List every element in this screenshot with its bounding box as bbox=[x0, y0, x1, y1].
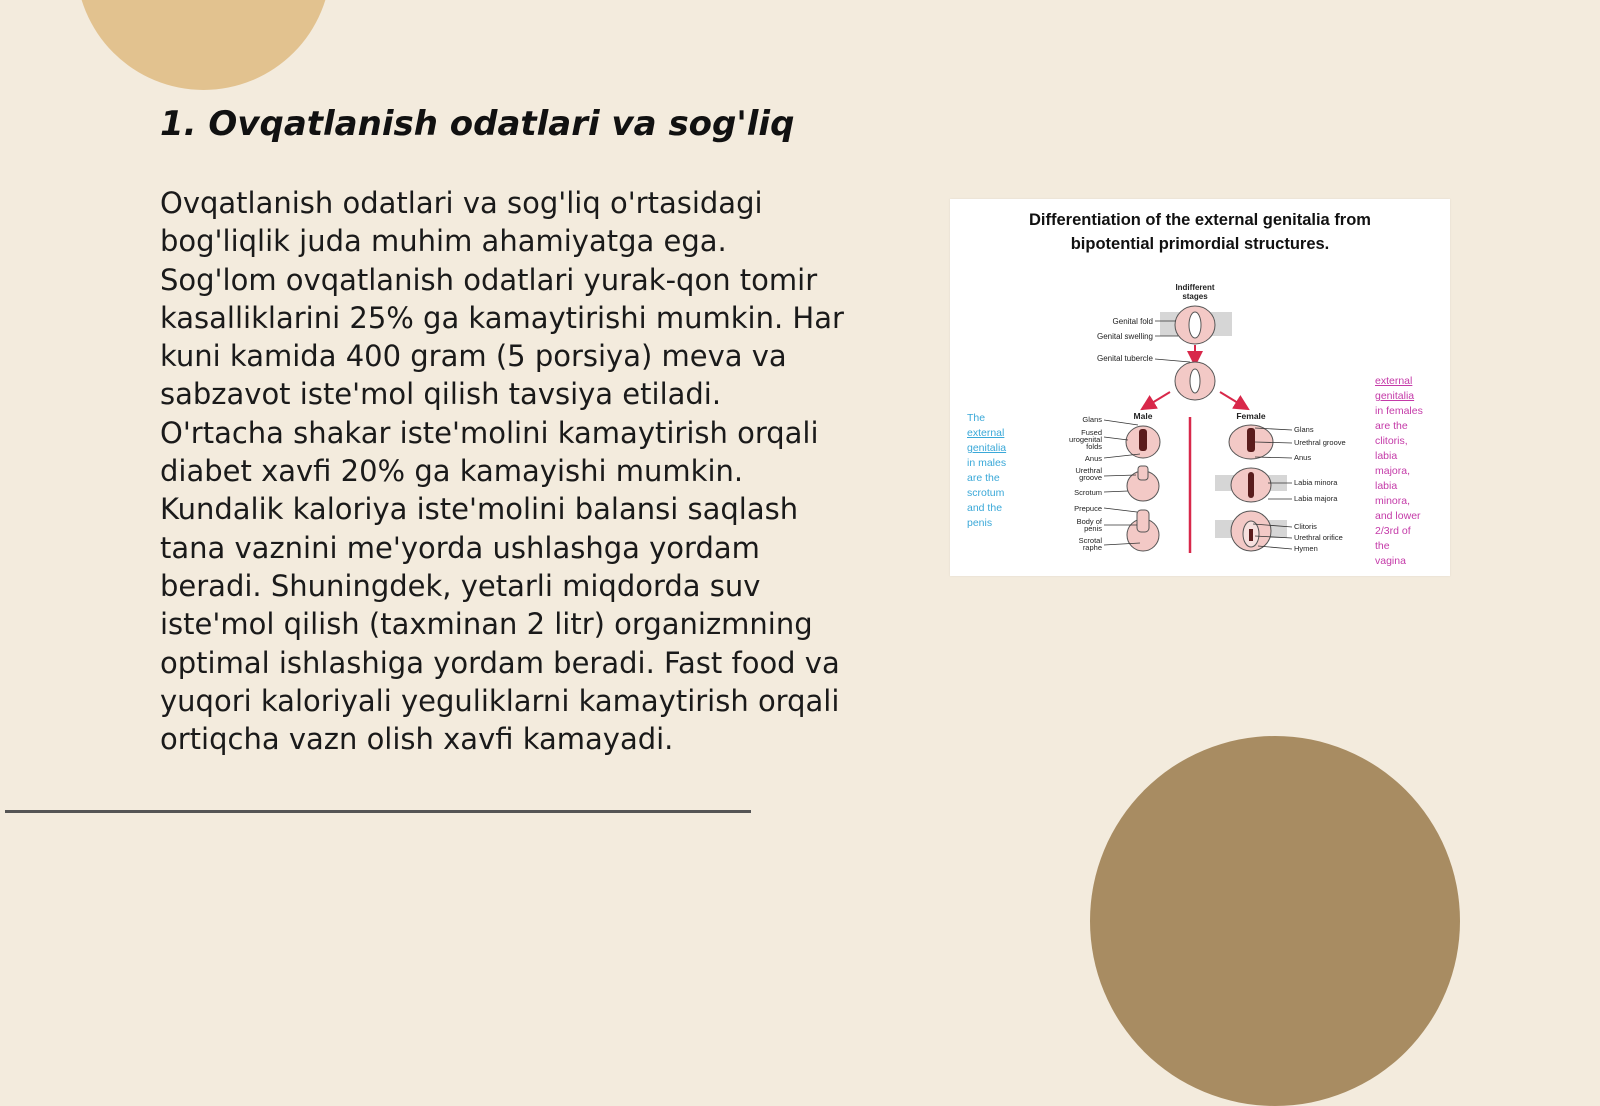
male-note-link-external[interactable]: external bbox=[967, 427, 1005, 439]
male-label-fused-2: urogenital bbox=[1069, 435, 1102, 444]
figure-title-line2: bipotential primordial structures. bbox=[1070, 235, 1330, 253]
female-note-link-genitalia[interactable]: genitalia bbox=[1375, 390, 1415, 402]
female-note: external genitalia in females are the clitoris, labia majora, labia minora, and lower 2/3rd of the vagina bbox=[1375, 374, 1447, 569]
female-label-urethral-orifice: Urethral orifice bbox=[1294, 533, 1343, 542]
stage-label-line1: Indifferent bbox=[1175, 283, 1215, 292]
female-label-clitoris: Clitoris bbox=[1294, 522, 1317, 531]
male-label-body-2: penis bbox=[1084, 524, 1102, 533]
male-stage-1 bbox=[1126, 426, 1160, 458]
decorative-circle-bottom bbox=[1090, 736, 1460, 1106]
genitalia-differentiation-figure bbox=[950, 199, 1450, 576]
male-label-body-1: Body of bbox=[1076, 517, 1102, 526]
figure-title-line1: Differentiation of the external genitalia from bbox=[1029, 211, 1371, 229]
arrow-to-male bbox=[1147, 392, 1170, 406]
label-genital-swelling: Genital swelling bbox=[1096, 332, 1153, 341]
male-label-fused-3: folds bbox=[1086, 442, 1102, 451]
female-heading: Female bbox=[1236, 411, 1266, 421]
label-genital-tubercle: Genital tubercle bbox=[1096, 354, 1153, 363]
male-label-scrotum: Scrotum bbox=[1074, 488, 1102, 497]
decorative-circle-top bbox=[76, 0, 331, 90]
female-label-glans: Glans bbox=[1294, 425, 1314, 434]
stage-label-line2: stages bbox=[1182, 292, 1208, 301]
male-label-fused-1: Fused bbox=[1081, 428, 1102, 437]
female-note-link-external[interactable]: external bbox=[1375, 375, 1413, 387]
female-stage-2 bbox=[1215, 468, 1287, 502]
male-note-link-genitalia[interactable]: genitalia bbox=[967, 442, 1007, 454]
male-stage-3 bbox=[1127, 510, 1159, 551]
male-label-prepuce: Prepuce bbox=[1074, 504, 1102, 513]
male-label-anus: Anus bbox=[1084, 454, 1102, 463]
male-label-scrotal-2: raphe bbox=[1082, 543, 1102, 552]
female-label-anus: Anus bbox=[1294, 453, 1312, 462]
indifferent-stage-early bbox=[1160, 306, 1232, 344]
female-label-urethral-groove: Urethral groove bbox=[1294, 438, 1346, 447]
slide-title: 1. Ovqatlanish odatlari va sog'liq bbox=[160, 104, 795, 144]
male-note: The external genitalia in males are the scrotum and the penis bbox=[967, 411, 1025, 531]
male-heading: Male bbox=[1133, 411, 1153, 421]
female-label-hymen: Hymen bbox=[1294, 544, 1318, 553]
male-label-urethral-1: Urethral bbox=[1075, 466, 1102, 475]
slide-body-text: Ovqatlanish odatlari va sog'liq o'rtasidagi bog'liqlik juda muhim ahamiyatga ega. Sog'lom ovqatlanish odatlari yurak-qon tomir kasalliklarini 25% ga kamaytirishi mumkin. Har kuni kamida 400 gram (5 porsiya) meva va sabzavot iste'mol qilish tavsiya etiladi. O'rtacha shakar iste'molini kamaytirish orqali diabet xavfi 20% ga kamayishi mumkin. Kundalik kaloriya iste'molini balansi saqlash tana vaznini me'yorda ushlashga yordam beradi. Shuningdek, yetarli miqdorda suv iste'mol qilish (taxminan 2 litr) organizmning optimal ishlashiga yordam beradi. Fast food va yuqori kaloriyali yeguliklarni kamaytirish orqali ortiqcha vazn olish xavfi kamayadi. bbox=[160, 186, 844, 757]
label-genital-fold: Genital fold bbox=[1112, 317, 1153, 326]
female-label-labia-minora: Labia minora bbox=[1294, 478, 1338, 487]
male-stage-2 bbox=[1127, 466, 1159, 501]
arrow-to-female bbox=[1220, 392, 1243, 406]
female-label-labia-majora: Labia majora bbox=[1294, 494, 1338, 503]
divider-line bbox=[5, 810, 751, 813]
female-stage-3 bbox=[1215, 511, 1287, 551]
male-label-urethral-2: groove bbox=[1079, 473, 1102, 482]
male-label-glans: Glans bbox=[1082, 415, 1102, 424]
male-label-scrotal-1: Scrotal bbox=[1078, 536, 1102, 545]
indifferent-stage-late bbox=[1175, 362, 1215, 400]
